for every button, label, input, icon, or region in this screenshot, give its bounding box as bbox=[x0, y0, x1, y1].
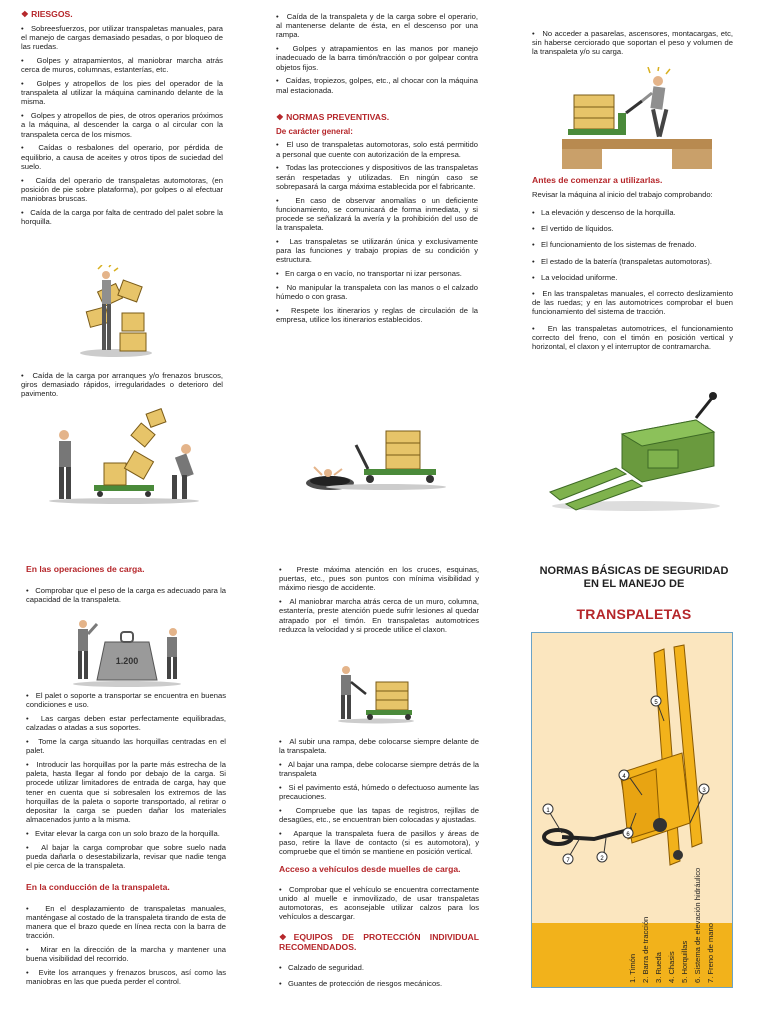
section-heading-acceso-vehiculos: Acceso a vehículos desde muelles de carga. bbox=[279, 863, 461, 874]
diagram-number: 6 bbox=[626, 832, 630, 838]
pallet-truck-drawing bbox=[532, 633, 732, 987]
list-item: • El estado de la batería (transpaletas automotoras). bbox=[532, 257, 733, 266]
diagram-number: 1 bbox=[546, 808, 550, 814]
column-conduccion-continued bbox=[279, 565, 479, 639]
cover-title bbox=[528, 565, 740, 591]
pallet-truck-diagram bbox=[531, 632, 733, 988]
diagram-number: 5 bbox=[654, 700, 658, 706]
diagram-number: 4 bbox=[622, 774, 626, 780]
list-item: • En el desplazamiento de transpaletas manuales, manténgase al costado de la transpaleta tirando de esta de manera que el brazo quede en línea recta con la barra de tracción. bbox=[26, 904, 226, 941]
column-operaciones-carga bbox=[26, 565, 226, 609]
section-heading-antes-de-comenzar: Antes de comenzar a utilizarlas. bbox=[532, 175, 663, 185]
legend-item: 4. Chasis bbox=[667, 951, 676, 983]
list-item: • El funcionamiento de los sistemas de frenado. bbox=[532, 240, 733, 249]
list-item: • En carga o en vacío, no transportar ni izar personas. bbox=[276, 269, 478, 278]
list-item: • Introducir las horquillas por la parte más estrecha de la paleta, hasta llegar al fondo por debajo de la carga. Si procede utilizar limitadores de entrada de carga, hay que tener en cuenta que si sobresalen los extremos de las horquillas de la paleta o soporte transportado, al retirar o depositar la carga se pueden dañar los materiales almacenados junto a la misma. bbox=[26, 760, 226, 824]
illustration-falling-cargo bbox=[44, 405, 204, 505]
illustration-worker-on-platform bbox=[562, 67, 712, 169]
list-item: • La velocidad uniforme. bbox=[532, 273, 733, 282]
list-item: • La elevación y descenso de la horquilla. bbox=[532, 208, 733, 217]
list-item: • Tome la carga situando las horquillas centradas en el palet. bbox=[26, 737, 226, 755]
list-item: • Golpes y atropellos de los pies del operador de la transpaleta al utilizar la máquina caminando delante de la misma. bbox=[21, 79, 223, 107]
column-riesgos bbox=[21, 10, 223, 231]
list-item: • Todas las protecciones y dispositivos de las transpaletas serán respetadas y utilizadas. En ningún caso se sobrepasará la carga máxima establecida por el fabricante. bbox=[276, 163, 478, 191]
legend-item: 1. Timón bbox=[628, 953, 637, 983]
list-item: • Las cargas deben estar perfectamente equilibradas, calzadas o atadas a sus soportes. bbox=[26, 714, 226, 732]
diamond-icon: ❖ bbox=[21, 9, 29, 19]
diamond-icon: ❖ bbox=[279, 931, 294, 942]
column-operaciones-carga-continued bbox=[26, 691, 226, 991]
illustration-electric-pallet-truck bbox=[546, 388, 726, 513]
legend-item: 2. Barra de tracción bbox=[641, 916, 650, 983]
list-item: • Caídas, tropiezos, golpes, etc., al chocar con la máquina mal estacionada. bbox=[276, 76, 478, 94]
section-heading-normas-preventivas: ❖ NORMAS PREVENTIVAS. bbox=[276, 111, 390, 122]
illustration-manhole-accident bbox=[296, 425, 446, 495]
list-item: • Comprobar que el peso de la carga es adecuado para la capacidad de la transpaleta. bbox=[26, 586, 226, 604]
column-conduccion-rampas bbox=[279, 737, 479, 993]
list-item: • Evitar elevar la carga con un solo brazo de la horquilla. bbox=[26, 829, 226, 838]
list-item: • Caída de la transpaleta y de la carga sobre el operario, al mantenerse delante de ésta, en el descenso por una rampa. bbox=[276, 12, 478, 40]
list-item: • Guantes de protección de riesgos mecánicos. bbox=[279, 979, 479, 988]
list-item: • Caídas o resbalones del operario, por pérdida de equilibrio, a causa de aceites y otros tipos de suciedad del suelo. bbox=[21, 143, 223, 171]
cover-title-line1: NORMAS BÁSICAS DE SEGURIDAD bbox=[539, 565, 729, 577]
subheading-caracter-general: De carácter general: bbox=[276, 126, 353, 136]
list-item: • Caída de la carga por arranques y/o frenazos bruscos, giros demasiado rápidos, irregularidades o deterioro del pavimento. bbox=[21, 371, 223, 399]
legend-item: 3. Rueda bbox=[654, 952, 663, 983]
column-riesgos-continued bbox=[21, 371, 223, 403]
list-item: • Golpes y atropellos de pies, de otros operarios próximos a la máquina, al descender la carga o al circular con la transpaleta cerca de los mismos. bbox=[21, 111, 223, 139]
diamond-icon: ❖ bbox=[276, 111, 284, 122]
weight-label: 1.200 bbox=[115, 656, 139, 666]
section-heading-operaciones-de-carga: En las operaciones de carga. bbox=[26, 564, 145, 574]
list-item: • Golpes y atrapamientos en las manos por manejo inadecuado de la barra timón/tracción o por golpear contra objetos fijos. bbox=[276, 44, 478, 72]
list-item: • Al maniobrar marcha atrás cerca de un muro, columna, estantería, preste atención puede sufrir lesiones al quedar atrapado por el timón. En transpaletas automotrices reduzca la velocidad y si procede utilice el claxon. bbox=[279, 597, 479, 634]
illustration-weight-capacity bbox=[69, 614, 185, 688]
diagram-number: 7 bbox=[566, 858, 570, 864]
list-item: • El vertido de líquidos. bbox=[532, 224, 733, 233]
list-item: • No manipular la transpaleta con las manos o el calzado húmedo o con grasa. bbox=[276, 283, 478, 301]
section-heading-conduccion: En la conducción de la transpaleta. bbox=[26, 882, 170, 893]
illustration-worker-falling-boxes bbox=[76, 265, 156, 360]
list-item: • Aparque la transpaleta fuera de pasillos y áreas de paso, retire la llave de contacto (si es automotora), y compruebe que el timón se mantiene en posición vertical. bbox=[279, 829, 479, 857]
list-item: • Preste máxima atención en los cruces, esquinas, puertas, etc., pues son puntos con mínima visibilidad y máximo riesgo de accidente. bbox=[279, 565, 479, 593]
list-item: • Respete los itinerarios y reglas de circulación de la empresa, utilice los itinerarios establecidos. bbox=[276, 306, 478, 324]
list-item: • Calzado de seguridad. bbox=[279, 963, 479, 972]
list-item: • Golpes y atrapamientos, al maniobrar marcha atrás cerca de muros, columnas, estanterías, etc. bbox=[21, 56, 223, 74]
list-item: • Las transpaletas se utilizarán única y exclusivamente para las funciones y trabajo propias de su condición y estructura. bbox=[276, 237, 478, 265]
diagram-number: 2 bbox=[600, 856, 604, 862]
list-item: • Mirar en la dirección de la marcha y mantener una buena visibilidad del recorrido. bbox=[26, 945, 226, 963]
list-item: • Caída del operario de transpaletas automotoras, (en posición de pie sobre plataforma), por golpes o al efectuar maniobras bruscas. bbox=[21, 176, 223, 204]
legend-item: 7. Freno de mano bbox=[706, 923, 715, 983]
list-item: • Comprobar que el vehículo se encuentra correctamente unido al muelle e inmovilizado, de usar transpaletas automotoras, es aconsejable utilizar calzos para los vehículos a descargar. bbox=[279, 885, 479, 922]
diagram-number: 3 bbox=[702, 788, 706, 794]
list-item: • Sobreesfuerzos, por utilizar transpaletas manuales, para el manejo de cargas demasiado pesadas, o por bloqueo de las ruedas. bbox=[21, 24, 223, 52]
list-item: • En caso de observar anomalías o un deficiente funcionamiento, se comunicará de forma inmediata, y si procede se señalizará la avería y la prohibición del uso de la transpaleta. bbox=[276, 196, 478, 233]
list-item: • Caída de la carga por falta de centrado del palet sobre la horquilla. bbox=[21, 208, 223, 226]
list-item: • Evite los arranques y frenazos bruscos, así como las maniobras en las que pueda perder el control. bbox=[26, 968, 226, 986]
list-item: • En las transpaletas automotrices, el funcionamiento correcto del freno, con el timón en posición vertical y horizontal, el claxon y el interruptor de contramarcha. bbox=[532, 324, 733, 352]
list-item: • Al subir una rampa, debe colocarse siempre delante de la transpaleta. bbox=[279, 737, 479, 755]
list-item: • Compruebe que las tapas de registros, rejillas de desagües, etc., se encuentran bien colocadas y ajustadas. bbox=[279, 806, 479, 824]
legend-item: 6. Sistema de elevación hidráulico bbox=[693, 867, 702, 983]
list-item: • El uso de transpaletas automotoras, solo está permitido a personal que cuente con autorización de la empresa. bbox=[276, 140, 478, 158]
column-normas-preventivas bbox=[276, 12, 478, 329]
intro-text: Revisar la máquina al inicio del trabajo comprobando: bbox=[532, 189, 713, 199]
legend-item: 5. Horquillas bbox=[680, 940, 689, 983]
list-item: • Si el pavimento está, húmedo o defectuoso aumente las precauciones. bbox=[279, 783, 479, 801]
section-heading-riesgos: ❖ RIESGOS. bbox=[21, 9, 73, 19]
section-heading-epis: ❖EQUIPOS DE PROTECCIÓN INDIVIDUAL RECOMENDADOS. bbox=[279, 931, 479, 952]
illustration-worker-pulling-pallet bbox=[336, 660, 416, 724]
list-item: • El palet o soporte a transportar se encuentra en buenas condiciones e uso. bbox=[26, 691, 226, 709]
list-item: • No acceder a pasarelas, ascensores, montacargas, etc, sin haberse cerciorado que soportan el peso y volumen de la transpaleta y/o su carga. bbox=[532, 29, 733, 57]
column-acceso bbox=[532, 29, 733, 61]
list-item: • Al bajar una rampa, debe colocarse siempre detrás de la transpaleta bbox=[279, 760, 479, 778]
column-antes-de-comenzar bbox=[532, 176, 733, 356]
list-item: • Al bajar la carga comprobar que sobre suelo nada pueda dañarla o desestabilizarla, revisar que nadie tenga el pie cerca de la transpaleta. bbox=[26, 843, 226, 871]
list-item: • En las transpaletas manuales, el correcto deslizamiento de las ruedas; y en las automotrices comprobar el buen funcionamiento del sistema de tracción. bbox=[532, 289, 733, 317]
cover-title-line2: EN EL MANEJO DE bbox=[583, 578, 685, 590]
cover-title-transpaletas: TRANSPALETAS bbox=[576, 606, 692, 622]
